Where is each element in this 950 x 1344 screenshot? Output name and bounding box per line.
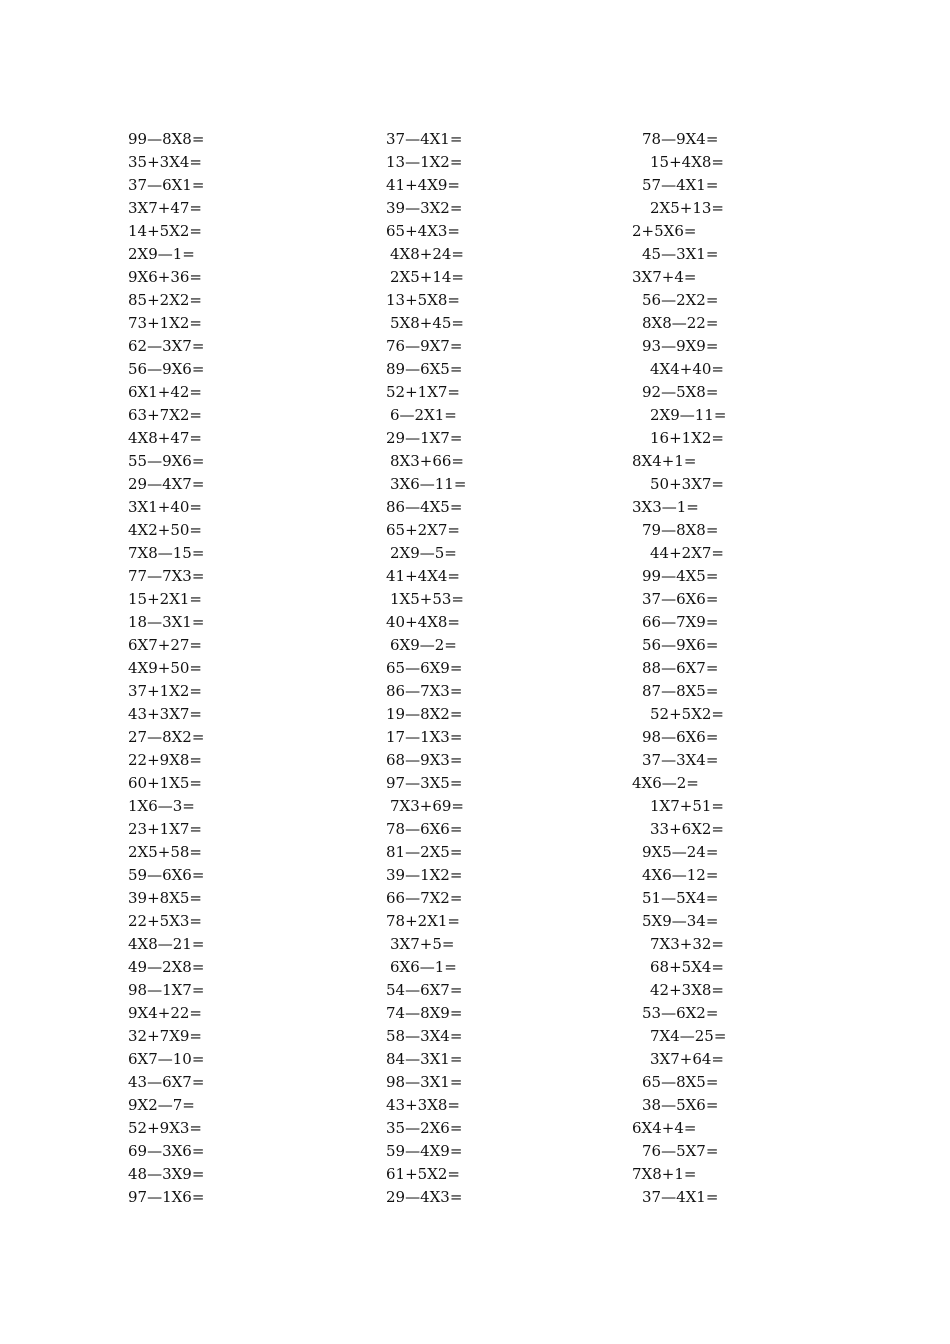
- problem-row: [128, 795, 768, 818]
- problem-text: 1X6—3=: [128, 797, 195, 815]
- arithmetic-problem-grid: [128, 128, 768, 1208]
- problem-row: [128, 220, 768, 243]
- problem-text: 59—6X6=: [128, 866, 205, 884]
- problem-text: 4X9+50=: [128, 659, 202, 677]
- problem-text: 52+1X7=: [386, 383, 460, 401]
- problem-text: 29—1X7=: [386, 429, 463, 447]
- problem-text: 76—9X7=: [386, 337, 463, 355]
- problem-text: 88—6X7=: [642, 659, 719, 677]
- problem-text: 52+5X2=: [650, 705, 724, 723]
- problem-row: [128, 427, 768, 450]
- problem-text: 77—7X3=: [128, 567, 205, 585]
- problem-text: 3X1+40=: [128, 498, 202, 516]
- problem-text: 37—3X4=: [642, 751, 719, 769]
- problem-row: [128, 910, 768, 933]
- problem-text: 54—6X7=: [386, 981, 463, 999]
- problem-text: 99—8X8=: [128, 130, 205, 148]
- problem-text: 8X3+66=: [390, 452, 464, 470]
- problem-text: 1X7+51=: [650, 797, 724, 815]
- problem-text: 65—8X5=: [642, 1073, 719, 1091]
- problem-row: [128, 1094, 768, 1117]
- problem-text: 7X3+69=: [390, 797, 464, 815]
- problem-text: 6X7—10=: [128, 1050, 205, 1068]
- problem-row: [128, 197, 768, 220]
- problem-row: [128, 1186, 768, 1209]
- problem-text: 2X5+13=: [650, 199, 724, 217]
- problem-text: 13+5X8=: [386, 291, 460, 309]
- problem-text: 1X5+53=: [390, 590, 464, 608]
- problem-row: [128, 841, 768, 864]
- problem-text: 2X5+14=: [390, 268, 464, 286]
- problem-text: 9X2—7=: [128, 1096, 195, 1114]
- problem-text: 98—1X7=: [128, 981, 205, 999]
- problem-row: [128, 1002, 768, 1025]
- problem-row: [128, 335, 768, 358]
- problem-text: 74—8X9=: [386, 1004, 463, 1022]
- problem-row: [128, 933, 768, 956]
- problem-row: [128, 404, 768, 427]
- problem-text: 5X8+45=: [390, 314, 464, 332]
- problem-text: 6X9—2=: [390, 636, 457, 654]
- problem-row: [128, 634, 768, 657]
- problem-text: 4X2+50=: [128, 521, 202, 539]
- problem-row: [128, 473, 768, 496]
- problem-row: [128, 1025, 768, 1048]
- problem-text: 3X7+5=: [390, 935, 455, 953]
- problem-text: 65+2X7=: [386, 521, 460, 539]
- problem-row: [128, 818, 768, 841]
- problem-text: 2+5X6=: [632, 222, 697, 240]
- problem-row: [128, 956, 768, 979]
- problem-row: [128, 588, 768, 611]
- problem-text: 4X8+47=: [128, 429, 202, 447]
- problem-text: 97—3X5=: [386, 774, 463, 792]
- problem-text: 3X6—11=: [390, 475, 467, 493]
- problem-row: [128, 611, 768, 634]
- problem-text: 22+5X3=: [128, 912, 202, 930]
- problem-row: [128, 450, 768, 473]
- problem-text: 56—9X6=: [128, 360, 205, 378]
- problem-text: 2X5+58=: [128, 843, 202, 861]
- problem-text: 59—4X9=: [386, 1142, 463, 1160]
- problem-text: 9X5—24=: [642, 843, 719, 861]
- problem-text: 15+2X1=: [128, 590, 202, 608]
- problem-row: [128, 1071, 768, 1094]
- problem-text: 93—9X9=: [642, 337, 719, 355]
- problem-text: 56—2X2=: [642, 291, 719, 309]
- problem-text: 52+9X3=: [128, 1119, 202, 1137]
- problem-text: 4X4+40=: [650, 360, 724, 378]
- problem-text: 3X7+47=: [128, 199, 202, 217]
- problem-text: 51—5X4=: [642, 889, 719, 907]
- problem-text: 27—8X2=: [128, 728, 205, 746]
- problem-row: [128, 289, 768, 312]
- problem-text: 98—6X6=: [642, 728, 719, 746]
- problem-text: 56—9X6=: [642, 636, 719, 654]
- problem-row: [128, 657, 768, 680]
- problem-text: 33+6X2=: [650, 820, 724, 838]
- problem-text: 37—6X6=: [642, 590, 719, 608]
- problem-row: [128, 1117, 768, 1140]
- problem-text: 43+3X8=: [386, 1096, 460, 1114]
- problem-row: [128, 128, 768, 151]
- problem-text: 6—2X1=: [390, 406, 457, 424]
- problem-row: [128, 1140, 768, 1163]
- problem-row: [128, 864, 768, 887]
- problem-text: 4X6—2=: [632, 774, 699, 792]
- problem-text: 4X6—12=: [642, 866, 719, 884]
- problem-text: 78—9X4=: [642, 130, 719, 148]
- problem-text: 48—3X9=: [128, 1165, 205, 1183]
- problem-text: 41+4X4=: [386, 567, 460, 585]
- problem-text: 42+3X8=: [650, 981, 724, 999]
- problem-text: 7X8—15=: [128, 544, 205, 562]
- problem-text: 79—8X8=: [642, 521, 719, 539]
- problem-text: 8X8—22=: [642, 314, 719, 332]
- problem-text: 68+5X4=: [650, 958, 724, 976]
- problem-text: 53—6X2=: [642, 1004, 719, 1022]
- problem-text: 43—6X7=: [128, 1073, 205, 1091]
- problem-text: 43+3X7=: [128, 705, 202, 723]
- problem-text: 78—6X6=: [386, 820, 463, 838]
- problem-text: 44+2X7=: [650, 544, 724, 562]
- problem-row: [128, 542, 768, 565]
- problem-row: [128, 174, 768, 197]
- problem-text: 2X9—11=: [650, 406, 727, 424]
- problem-text: 37—4X1=: [642, 1188, 719, 1206]
- problem-text: 35+3X4=: [128, 153, 202, 171]
- problem-text: 37+1X2=: [128, 682, 202, 700]
- problem-text: 50+3X7=: [650, 475, 724, 493]
- problem-text: 41+4X9=: [386, 176, 460, 194]
- problem-row: [128, 266, 768, 289]
- problem-text: 66—7X2=: [386, 889, 463, 907]
- problem-text: 63+7X2=: [128, 406, 202, 424]
- problem-text: 14+5X2=: [128, 222, 202, 240]
- problem-text: 16+1X2=: [650, 429, 724, 447]
- problem-text: 6X6—1=: [390, 958, 457, 976]
- problem-text: 86—4X5=: [386, 498, 463, 516]
- problem-text: 65—6X9=: [386, 659, 463, 677]
- problem-text: 73+1X2=: [128, 314, 202, 332]
- problem-text: 32+7X9=: [128, 1027, 202, 1045]
- problem-text: 92—5X8=: [642, 383, 719, 401]
- problem-text: 22+9X8=: [128, 751, 202, 769]
- problem-text: 89—6X5=: [386, 360, 463, 378]
- problem-row: [128, 726, 768, 749]
- problem-text: 29—4X3=: [386, 1188, 463, 1206]
- problem-text: 29—4X7=: [128, 475, 205, 493]
- problem-text: 62—3X7=: [128, 337, 205, 355]
- problem-text: 18—3X1=: [128, 613, 205, 631]
- problem-text: 13—1X2=: [386, 153, 463, 171]
- problem-text: 2X9—1=: [128, 245, 195, 263]
- problem-row: [128, 312, 768, 335]
- problem-text: 40+4X8=: [386, 613, 460, 631]
- problem-text: 5X9—34=: [642, 912, 719, 930]
- problem-text: 23+1X7=: [128, 820, 202, 838]
- problem-text: 15+4X8=: [650, 153, 724, 171]
- problem-row: [128, 1048, 768, 1071]
- problem-text: 99—4X5=: [642, 567, 719, 585]
- problem-text: 6X4+4=: [632, 1119, 697, 1137]
- problem-row: [128, 519, 768, 542]
- problem-text: 2X9—5=: [390, 544, 457, 562]
- problem-text: 7X8+1=: [632, 1165, 697, 1183]
- problem-text: 39—1X2=: [386, 866, 463, 884]
- problem-text: 39+8X5=: [128, 889, 202, 907]
- problem-text: 58—3X4=: [386, 1027, 463, 1045]
- problem-text: 7X4—25=: [650, 1027, 727, 1045]
- problem-text: 4X8+24=: [390, 245, 464, 263]
- problem-text: 57—4X1=: [642, 176, 719, 194]
- problem-row: [128, 243, 768, 266]
- problem-text: 49—2X8=: [128, 958, 205, 976]
- problem-text: 69—3X6=: [128, 1142, 205, 1160]
- problem-row: [128, 772, 768, 795]
- problem-row: [128, 1163, 768, 1186]
- problem-text: 60+1X5=: [128, 774, 202, 792]
- problem-text: 85+2X2=: [128, 291, 202, 309]
- problem-row: [128, 887, 768, 910]
- problem-text: 9X6+36=: [128, 268, 202, 286]
- problem-row: [128, 496, 768, 519]
- problem-text: 87—8X5=: [642, 682, 719, 700]
- problem-row: [128, 151, 768, 174]
- problem-text: 86—7X3=: [386, 682, 463, 700]
- problem-text: 39—3X2=: [386, 199, 463, 217]
- problem-text: 8X4+1=: [632, 452, 697, 470]
- problem-text: 65+4X3=: [386, 222, 460, 240]
- problem-text: 66—7X9=: [642, 613, 719, 631]
- problem-row: [128, 703, 768, 726]
- problem-text: 3X3—1=: [632, 498, 699, 516]
- problem-text: 19—8X2=: [386, 705, 463, 723]
- problem-text: 6X1+42=: [128, 383, 202, 401]
- problem-text: 81—2X5=: [386, 843, 463, 861]
- problem-text: 3X7+4=: [632, 268, 697, 286]
- problem-row: [128, 749, 768, 772]
- problem-text: 97—1X6=: [128, 1188, 205, 1206]
- problem-row: [128, 565, 768, 588]
- problem-text: 76—5X7=: [642, 1142, 719, 1160]
- problem-text: 35—2X6=: [386, 1119, 463, 1137]
- problem-text: 9X4+22=: [128, 1004, 202, 1022]
- problem-row: [128, 979, 768, 1002]
- problem-text: 38—5X6=: [642, 1096, 719, 1114]
- problem-text: 4X8—21=: [128, 935, 205, 953]
- problem-text: 45—3X1=: [642, 245, 719, 263]
- problem-row: [128, 381, 768, 404]
- problem-text: 84—3X1=: [386, 1050, 463, 1068]
- problem-text: 7X3+32=: [650, 935, 724, 953]
- problem-text: 37—6X1=: [128, 176, 205, 194]
- problem-text: 55—9X6=: [128, 452, 205, 470]
- problem-text: 78+2X1=: [386, 912, 460, 930]
- problem-text: 61+5X2=: [386, 1165, 460, 1183]
- problem-text: 17—1X3=: [386, 728, 463, 746]
- problem-text: 3X7+64=: [650, 1050, 724, 1068]
- problem-text: 6X7+27=: [128, 636, 202, 654]
- problem-row: [128, 358, 768, 381]
- problem-text: 68—9X3=: [386, 751, 463, 769]
- problem-row: [128, 680, 768, 703]
- problem-text: 98—3X1=: [386, 1073, 463, 1091]
- problem-text: 37—4X1=: [386, 130, 463, 148]
